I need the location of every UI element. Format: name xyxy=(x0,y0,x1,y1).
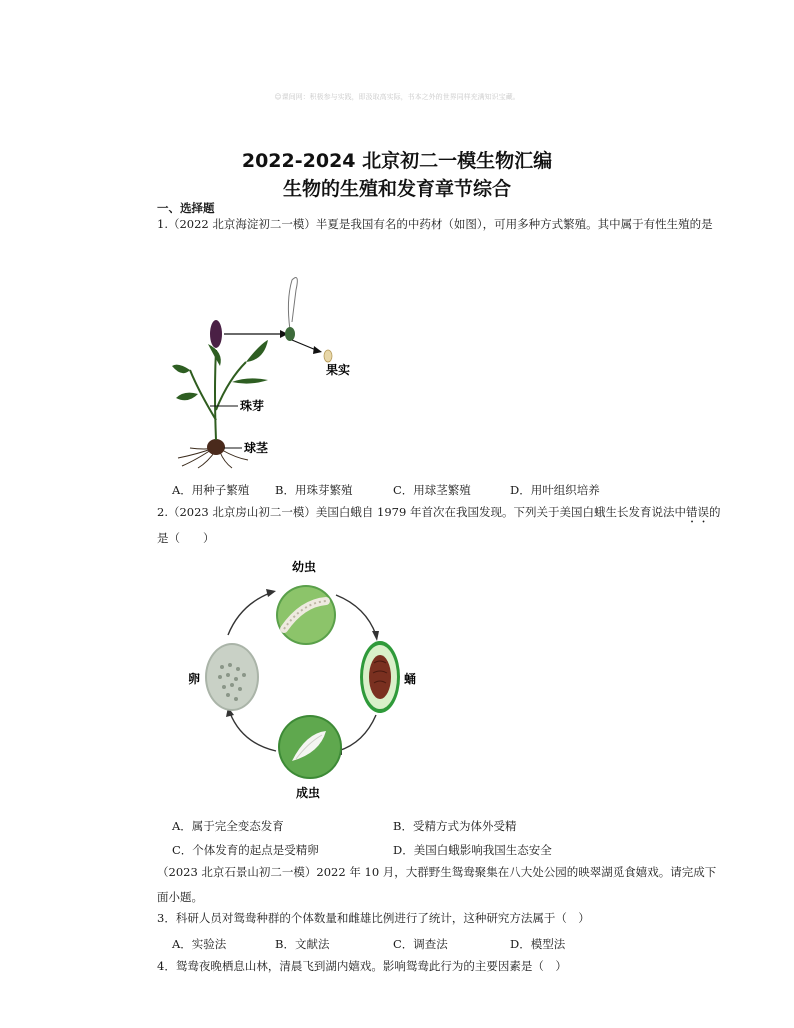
pinellia-plant-figure xyxy=(168,270,368,470)
q1-option-c[interactable]: C．用球茎繁殖 xyxy=(393,483,471,497)
q2-option-d[interactable]: D．美国白蛾影响我国生态安全 xyxy=(393,843,552,857)
q1-option-b[interactable]: B．用珠芽繁殖 xyxy=(275,483,353,497)
title-line-2: 生物的生殖和发育章节综合 xyxy=(282,178,511,200)
question-4-text: 4．鸳鸯夜晚栖息山林，清晨飞到湖内嬉戏。影响鸳鸯此行为的主要因素是（ ） xyxy=(157,959,567,973)
emphasis-wrong: 错误 xyxy=(685,505,709,519)
section-heading: 一、选择题 xyxy=(157,201,215,215)
q2-option-a[interactable]: A．属于完全变态发育 xyxy=(172,819,284,833)
q3-option-a[interactable]: A．实验法 xyxy=(172,937,227,951)
q2-option-b[interactable]: B．受精方式为体外受精 xyxy=(393,819,517,833)
q3-option-d[interactable]: D．模型法 xyxy=(510,937,566,951)
question-2-options xyxy=(0,818,794,866)
watermark: ☺课间网：积极参与实践，即汲取高实际，书本之外的世界同样充满知识宝藏。 xyxy=(274,93,520,101)
label-fruit: 果实 xyxy=(326,363,351,377)
question-1-options xyxy=(0,482,794,502)
q3-option-b[interactable]: B．文献法 xyxy=(275,937,330,951)
q3-option-c[interactable]: C．调查法 xyxy=(393,937,448,951)
q2-option-c[interactable]: C．个体发育的起点是受精卵 xyxy=(172,843,319,857)
title-line-1: 2022-2024 北京初二一模生物汇编 xyxy=(241,150,553,172)
moth-lifecycle-figure xyxy=(180,555,430,805)
q1-option-d[interactable]: D．用叶组织培养 xyxy=(510,483,600,497)
question-3-options xyxy=(0,936,794,956)
label-egg: 卵 xyxy=(188,672,201,686)
q1-option-a[interactable]: A．用种子繁殖 xyxy=(172,483,250,497)
label-pupa: 蛹 xyxy=(404,672,417,686)
question-1-text: 1.（2022 北京海淀初二一模）半夏是我国有名的中药材（如图），可用多种方式繁殖。其中属于有性生殖的是 xyxy=(157,217,713,231)
question-2-text: 2.（2023 北京房山初二一模）美国白蛾自 1979 年首次在我国发现。下列关于美国白蛾生长发育说法中错误的是（ ） xyxy=(157,505,721,545)
label-bulbil: 珠芽 xyxy=(240,399,265,413)
question-3-text: 3．科研人员对鸳鸯种群的个体数量和雌雄比例进行了统计，这种研究方法属于（ ） xyxy=(157,911,590,925)
passage-text: （2023 北京石景山初二一模）2022 年 10 月，大群野生鸳鸯聚集在八大处公园的映翠湖觅食嬉戏。请完成下面小题。 xyxy=(157,865,717,904)
label-larva: 幼虫 xyxy=(292,560,317,574)
label-adult: 成虫 xyxy=(296,786,321,800)
label-corm: 球茎 xyxy=(244,441,269,455)
